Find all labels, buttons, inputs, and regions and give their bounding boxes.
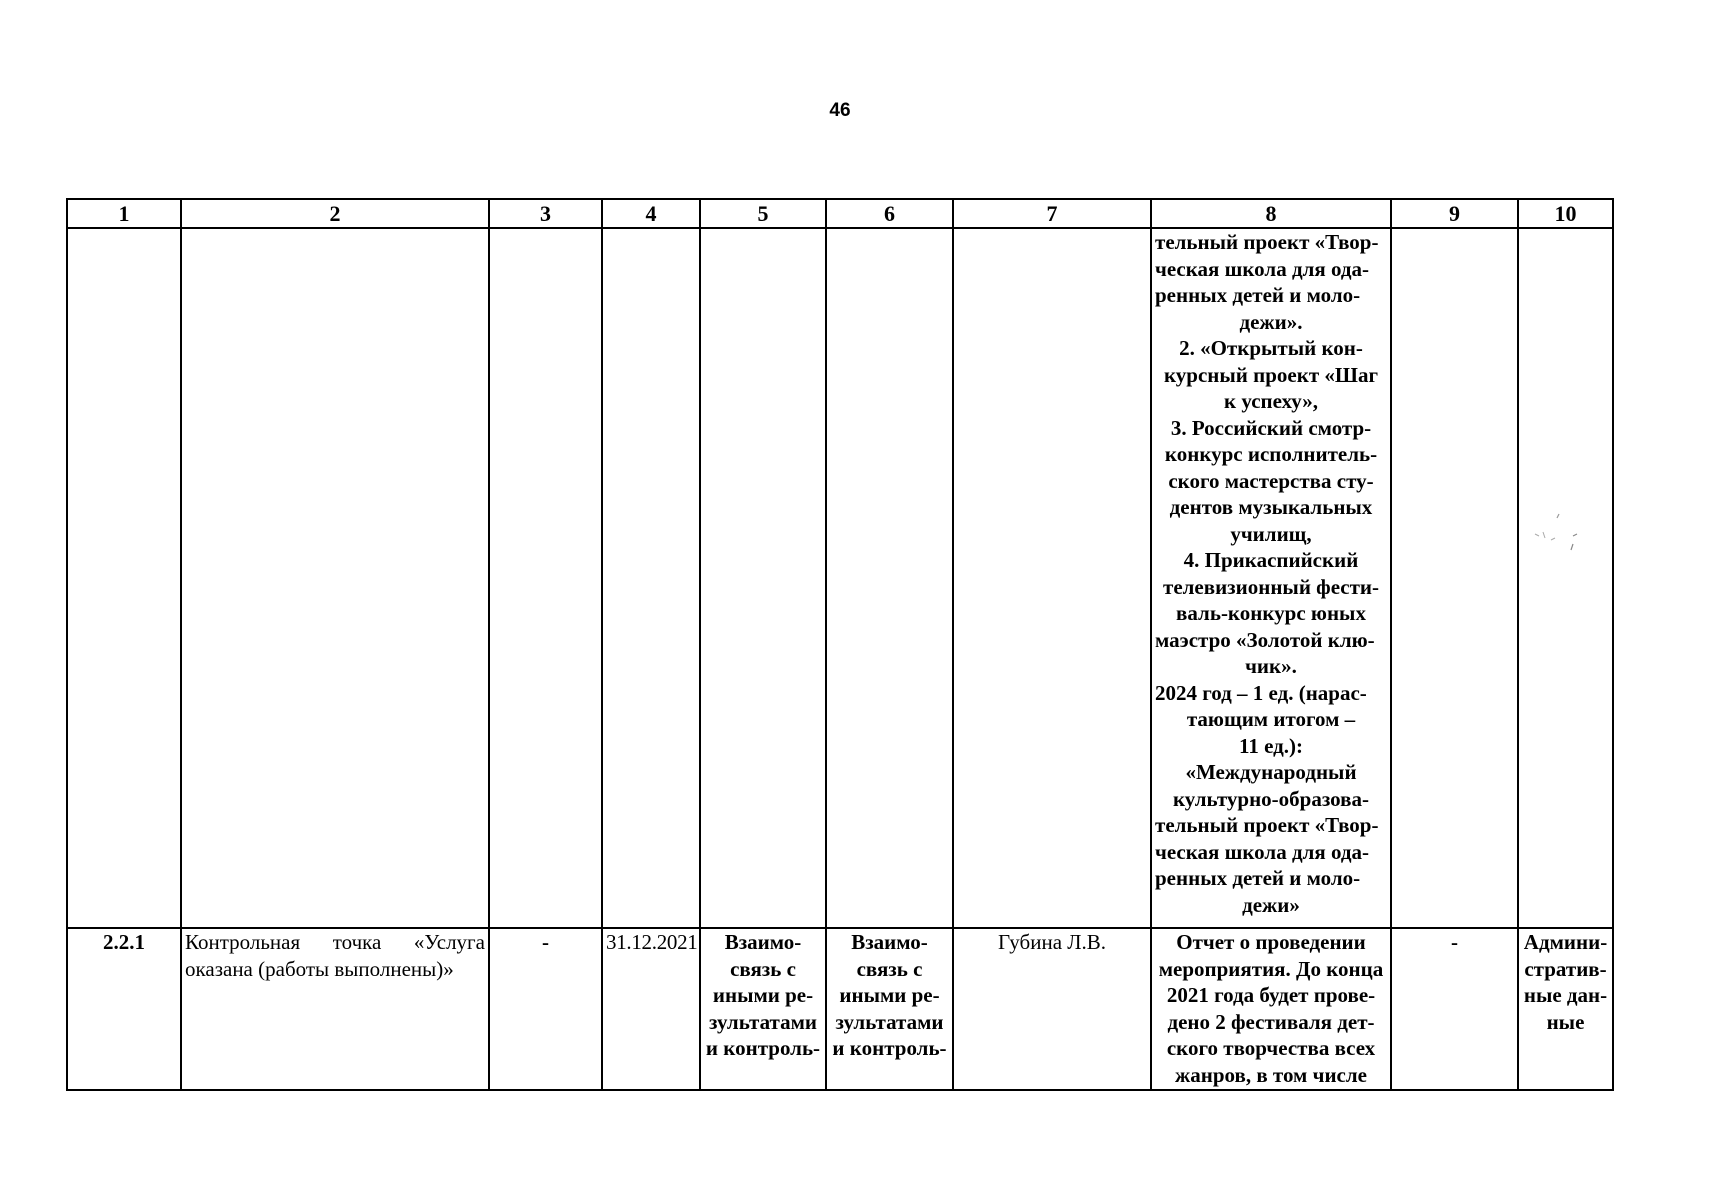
relation-cell-5: [700, 928, 826, 1090]
column-header-8: 8: [1151, 199, 1391, 228]
column-header-10: 10: [1518, 199, 1613, 228]
text-line: и контроль-: [705, 1036, 821, 1060]
continuation-cell-1: [67, 228, 181, 928]
column-header-2: 2: [181, 199, 489, 228]
text-line: ческая школа для ода-: [1155, 839, 1369, 864]
continuation-cell-10: [1518, 228, 1613, 928]
text-line: иными ре-: [712, 983, 814, 1007]
start-date-cell: -: [489, 928, 602, 1090]
text-line: телевизионный фести-: [1163, 574, 1379, 599]
text-line: связь с: [730, 956, 796, 981]
table-row-2-2-1: [67, 928, 1613, 1090]
text-line: ренных детей и моло-: [1155, 866, 1361, 890]
text-line: жанров, в том числе: [1175, 1062, 1367, 1087]
text-line: зультатами: [708, 1009, 818, 1034]
text-line: Контрольная точка «Услуга: [185, 930, 485, 954]
text-line: стратив-: [1524, 956, 1607, 981]
text-line: училищ,: [1230, 521, 1312, 546]
text-line: оказана (работы выполнены)»: [185, 956, 454, 981]
document-table: [66, 198, 1614, 1091]
continuation-row: [67, 228, 1613, 928]
column-header-5: 5: [700, 199, 826, 228]
event-name-cell: [181, 928, 489, 1090]
text-line: Отчет о проведении: [1176, 930, 1366, 954]
continuation-cell-5: [700, 228, 826, 928]
text-line: к успеху»,: [1224, 389, 1318, 413]
page-number: 46: [829, 100, 851, 121]
continuation-cell-2: [181, 228, 489, 928]
continuation-cell-9: [1391, 228, 1518, 928]
text-line: ческая школа для ода-: [1155, 256, 1369, 281]
text-line: зультатами: [835, 1009, 944, 1034]
text-line: ского творчества всех: [1166, 1036, 1376, 1060]
relation-cell-6: [826, 928, 953, 1090]
column-header-6: 6: [826, 199, 953, 228]
column-header-9: 9: [1391, 199, 1518, 228]
text-line: чик».: [1245, 654, 1297, 678]
column-header-3: 3: [489, 199, 602, 228]
continuation-cell-8: [1151, 228, 1391, 928]
text-line: тающим итогом –: [1186, 707, 1356, 731]
data-source-cell: [1518, 928, 1613, 1090]
responsible-person-cell: Губина Л.В.: [953, 928, 1151, 1090]
text-line: курсный проект «Шаг: [1163, 362, 1378, 387]
text-line: Взаимо-: [724, 930, 802, 954]
column-header-7: 7: [953, 199, 1151, 228]
text-line: 2. «Открытый кон-: [1179, 336, 1363, 360]
continuation-cell-4: [602, 228, 700, 928]
text-line: 4. Прикаспийский: [1183, 548, 1359, 572]
text-line: связь с: [856, 956, 923, 981]
text-line: тельный проект «Твор-: [1155, 230, 1379, 254]
text-line: валь-конкурс юных: [1176, 601, 1366, 625]
end-date-cell: 31.12.2021: [602, 928, 700, 1090]
text-line: дено 2 фестиваля дет-: [1167, 1009, 1375, 1034]
text-line: дежи».: [1239, 309, 1303, 334]
cell-9: -: [1391, 928, 1518, 1090]
text-line: маэстро «Золотой клю-: [1155, 627, 1375, 652]
text-line: «Международный: [1185, 760, 1357, 784]
text-line: ные дан-: [1523, 983, 1608, 1007]
row-number-cell: 2.2.1: [67, 928, 181, 1090]
text-line: дентов музыкальных: [1169, 495, 1373, 519]
continuation-cell-7: [953, 228, 1151, 928]
text-line: ренных детей и моло-: [1155, 283, 1361, 307]
text-line: и контроль-: [832, 1036, 947, 1060]
text-line: Админи-: [1523, 930, 1608, 954]
text-line: 2024 год – 1 ед. (нарас-: [1155, 680, 1367, 705]
column-header-4: 4: [602, 199, 700, 228]
continuation-cell-3: [489, 228, 602, 928]
column-header-1: 1: [67, 199, 181, 228]
text-line: иными ре-: [839, 983, 940, 1007]
text-line: 3. Российский смотр-: [1170, 415, 1372, 440]
text-line: мероприятия. До конца: [1158, 956, 1384, 981]
text-line: ского мастерства сту-: [1168, 468, 1374, 493]
text-line: Взаимо-: [851, 930, 928, 954]
text-line: тельный проект «Твор-: [1155, 813, 1379, 837]
column-number-header-row: [67, 199, 1613, 228]
scan-speck-marks: [1527, 512, 1587, 556]
text-line: 11 ед.):: [1239, 733, 1303, 758]
text-line: конкурс исполнитель-: [1164, 442, 1378, 466]
text-line: культурно-образова-: [1173, 786, 1369, 811]
result-description-cell: [1151, 928, 1391, 1090]
text-line: 2021 года будет прове-: [1166, 983, 1376, 1007]
continuation-cell-6: [826, 228, 953, 928]
text-line: ные: [1546, 1009, 1585, 1034]
text-line: дежи»: [1242, 892, 1300, 917]
